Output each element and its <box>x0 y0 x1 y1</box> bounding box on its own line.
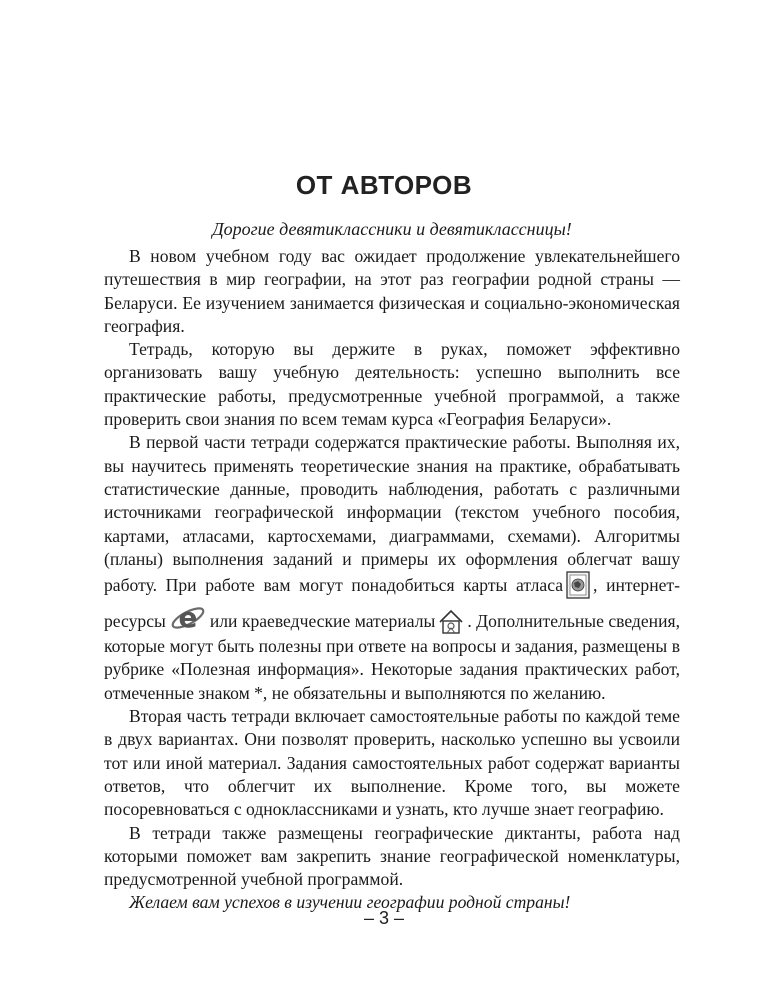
paragraph-5: В тетради также размещены географические диктанты, работа над которыми поможет вам закрепить знание географической номенклатуры, предусмотренной учебной программой. <box>104 822 680 890</box>
paragraph-3-part-1: В первой части тетради содержатся практические работы. Выполняя их, вы научитесь применять теоретические знания на практике, обрабатывать статистические данные, проводить наблюдения, работать с различными источниками географической информации (текстом учебного пособия, картами, атласами, картосхемами, диаграммами, схемами). Алгоритмы (планы) выполнения заданий и примеры их оформления облегчат вашу работу. При работе вам могут понадобиться карты атласа <box>104 432 680 596</box>
internet-explorer-icon <box>169 599 207 635</box>
paragraph-2: Тетрадь, которую вы держите в руках, поможет эффективно организовать вашу учебную деятельность: успешно выполнить все практические работы, предусмотренные учебной программой, а также проверить свои знания по всем темам курса «География Беларуси». <box>104 339 680 430</box>
closing-line: Желаем вам успехов в изучении географии родной страны! <box>129 892 571 913</box>
atlas-icon <box>566 571 590 599</box>
paragraph-1: В новом учебном году вас ожидает продолжение увлекательнейшего путешествия в мир географии, на этот раз географии родной страны — Беларуси. Ее изучением занимается физическая и социально-экономическая география. <box>104 246 680 336</box>
body-text <box>104 245 680 915</box>
page-title: ОТ АВТОРОВ <box>295 170 473 200</box>
paragraph-3-part-3: или краеведческие материалы <box>209 611 436 632</box>
paragraph-4: Вторая часть тетради включает самостоятельные работы по каждой теме в двух вариантах. Они позволят проверить, насколько успешно вы усвоили тот или иной материал. Задания самостоятельных работ содержат варианты ответов, что облегчит их выполнение. Кроме того, вы можете посоревноваться с одноклассниками и узнать, кто лучше знает географию. <box>104 706 680 820</box>
house-icon <box>438 609 464 635</box>
paragraph-3-part-2: , интернет-ресурсы <box>104 575 680 632</box>
greeting: Дорогие девятиклассники и девятиклассницы! <box>212 219 572 239</box>
page-number: – 3 – <box>363 908 405 928</box>
paragraph-3 <box>104 431 680 705</box>
paragraph-3-part-4: . Дополнительные сведения, которые могут быть полезны при ответе на вопросы и задания, размещены в рубрике «Полезная информация». Некоторые задания практических работ, отмеченные знаком *, не обязательны и выполняются по желанию. <box>104 611 681 703</box>
svg-text:e: e <box>178 601 198 635</box>
